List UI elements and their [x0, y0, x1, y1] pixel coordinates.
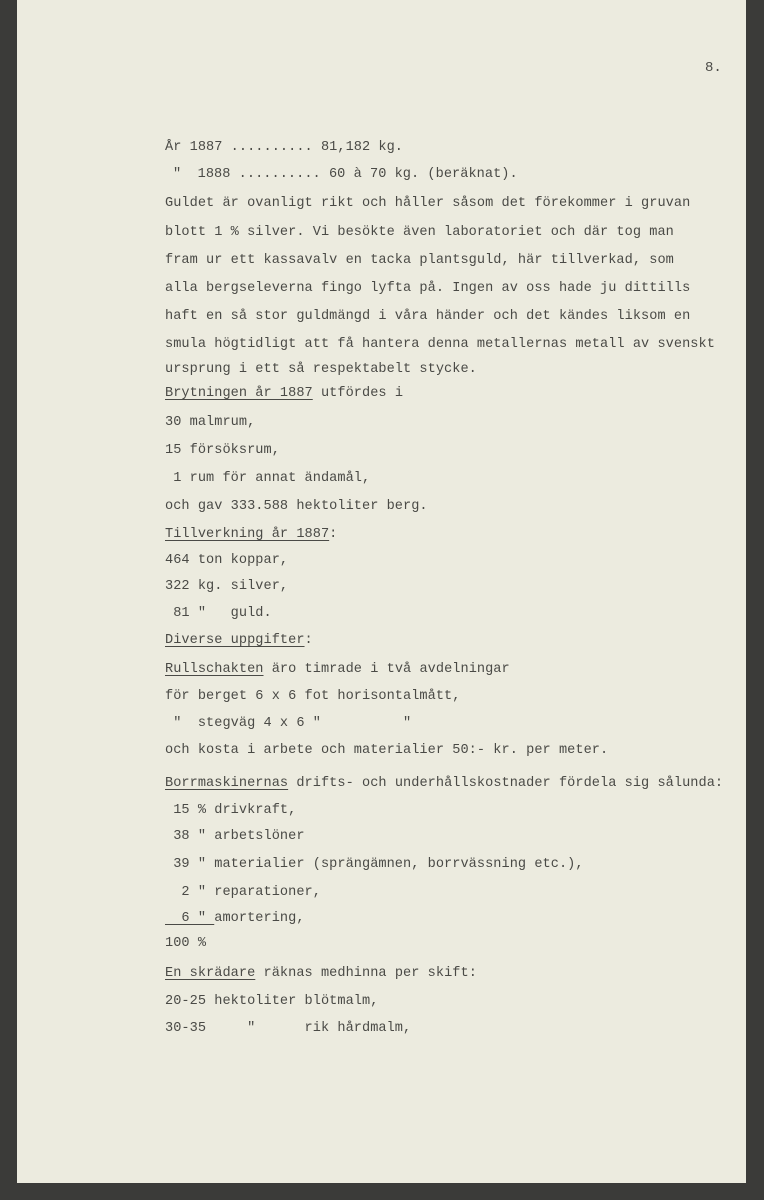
list-item: och kosta i arbete och materialier 50:- kr. per meter.	[165, 743, 609, 758]
text-line: År 1887 .......... 81,182 kg.	[165, 140, 404, 155]
list-item: och gav 333.588 hektoliter berg.	[165, 499, 428, 514]
heading-rest: drifts- och underhållskostnader fördela sig sålunda:	[288, 776, 724, 791]
section-tillverkning	[165, 527, 337, 542]
page-number: 8.	[705, 60, 722, 76]
section-borrmaskiner	[165, 776, 723, 791]
list-item: 1 rum för annat ändamål,	[165, 471, 371, 486]
text-line: haft en så stor guldmängd i våra händer och det kändes liksom en	[165, 309, 691, 324]
heading-rest: räknas medhinna per skift:	[255, 966, 477, 981]
section-diverse	[165, 633, 313, 648]
section-skradare	[165, 966, 477, 981]
text-line: alla bergseleverna fingo lyfta på. Ingen av oss hade ju dittills	[165, 281, 691, 296]
section-heading: Brytningen år 1887	[165, 386, 313, 401]
list-item	[165, 911, 305, 926]
text-line: smula högtidligt att få hantera denna metallernas metall av svenskt	[165, 337, 715, 352]
heading-rest: äro timrade i två avdelningar	[263, 662, 510, 677]
section-heading: En skrädare	[165, 966, 256, 981]
section-heading: Tillverkning år 1887	[165, 527, 330, 542]
text-line: " 1888 .......... 60 à 70 kg. (beräknat).	[173, 167, 518, 182]
text-line: Guldet är ovanligt rikt och håller såsom det förekommer i gruvan	[165, 196, 691, 211]
list-item: 20-25 hektoliter blötmalm,	[165, 994, 379, 1009]
text-line: ursprung i ett så respektabelt stycke.	[165, 362, 477, 377]
list-item: 30-35 " rik hårdmalm,	[165, 1021, 412, 1036]
list-item: 38 " arbetslöner	[165, 829, 305, 844]
list-item: 322 kg. silver,	[165, 579, 289, 594]
list-item: 39 " materialier (sprängämnen, borrvässning etc.),	[165, 857, 584, 872]
list-item: för berget 6 x 6 fot horisontalmått,	[165, 689, 461, 704]
text-line: fram ur ett kassavalv en tacka plantsguld, här tillverkad, som	[165, 253, 674, 268]
section-heading: Rullschakten	[165, 662, 264, 677]
section-heading: Borrmaskinernas	[165, 776, 289, 791]
heading-rest: utfördes i	[312, 386, 404, 401]
list-item: 15 % drivkraft,	[165, 803, 297, 818]
list-item: 464 ton koppar,	[165, 553, 289, 568]
heading-rest: :	[304, 633, 313, 648]
list-item: 30 malmrum,	[165, 415, 256, 430]
underlined-value: 6 "	[165, 911, 215, 926]
list-item: 15 försöksrum,	[165, 443, 280, 458]
list-item: 2 " reparationer,	[165, 885, 321, 900]
list-item: 81 " guld.	[165, 606, 272, 621]
item-label: amortering,	[214, 911, 305, 926]
total: 100 %	[165, 936, 207, 951]
text-line: blott 1 % silver. Vi besökte även laboratoriet och där tog man	[165, 225, 674, 240]
section-heading: Diverse uppgifter	[165, 633, 305, 648]
list-item: " stegväg 4 x 6 " "	[165, 716, 412, 731]
section-rullschakten	[165, 662, 510, 677]
heading-rest: :	[329, 527, 338, 542]
section-brytning	[165, 386, 403, 401]
